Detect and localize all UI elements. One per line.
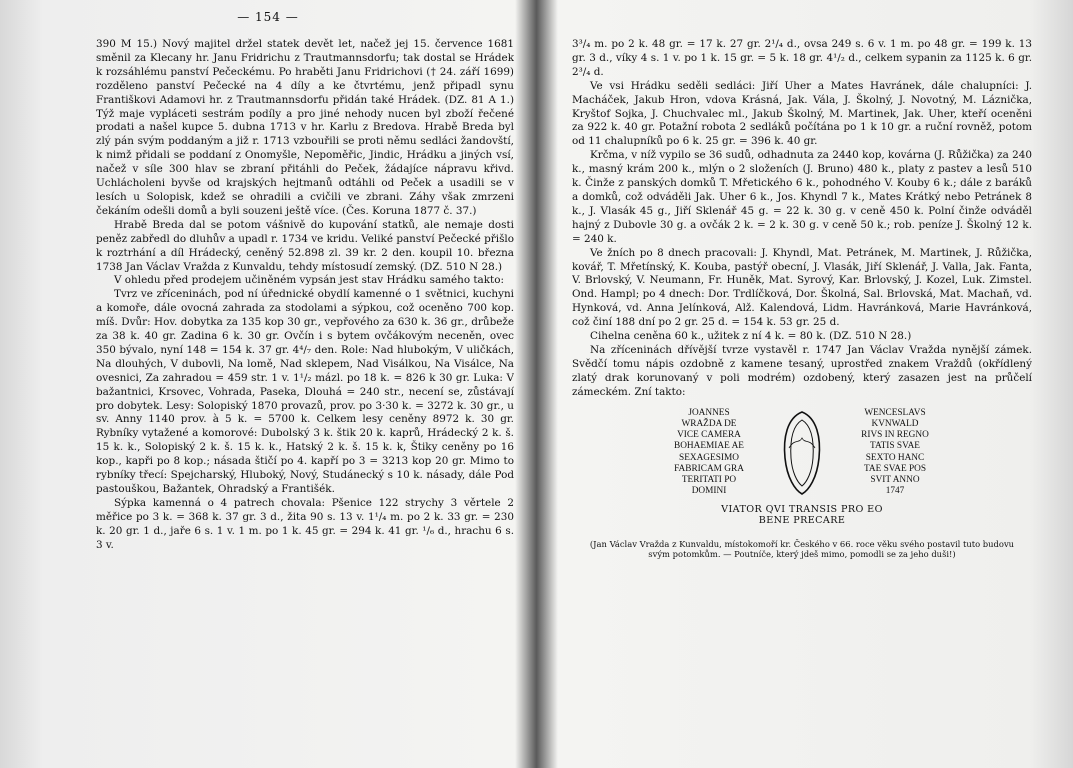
paragraph: Ve žních po 8 dnech pracovali: J. Khyndl, Mat. Petránek, M. Martinek, J. Růžička, kovář, T. Mřetínský, K. Kouba, pastýř obecní, J. Vlasák, Jiří Sklenář, J. Valla, Jak. Fanta, V. Brlovský, V. Neumann, Fr. Huněk, Mat. Syrový, Kar. Brlovský, J. Kozel, Luk. Zimstel. Ond. Hampl; po 4 dnech: Dor. Trdlíčková, Dor. Školná, Sal. Brlovská, Mat. Machaň, vd. Hynková, vd. Anna Jelínková, Alž. Kalendová, Lidm. Havránková, Marie Havránková, což činí 188 dní po 2 gr. 25 d. = 154 k. 53 gr. 25 d. <box>572 246 1032 329</box>
inscription-line: WRAŽDA DE <box>681 418 737 429</box>
inscription-line: RIVS IN REGNO <box>861 430 929 441</box>
inscription-line: DOMINI <box>691 486 727 497</box>
right-page <box>536 0 1072 768</box>
inscription-line: VICE CAMERA <box>677 430 741 441</box>
inscription-block <box>572 408 1032 498</box>
paragraph: V ohledu před prodejem učiněném vypsán jest stav Hrádku samého takto: <box>114 274 504 287</box>
paragraph: 3³/₄ m. po 2 k. 48 gr. = 17 k. 27 gr. 2¹/₄ d., ovsa 249 s. 6 v. 1 m. po 48 gr. = 199 k. 13 gr. 3 d., víky 4 s. 1 v. po 1 k. 15 gr. = 5 k. 18 gr. 4¹/₂ d., celkem sypanin za 1125 k. 6 gr. 2³/₄ d. <box>572 38 1032 78</box>
paragraph: Sýpka kamenná o 4 patrech chovala: Pšenice 122 strychy 3 věrtele 2 měřice po 3 k. = 368 k. 37 gr. 3 d., žita 90 s. 13 v. 1¹/₄ m. po 2 k. 33 gr. = 230 k. 20 gr. 1 d., jaře 6 s. 1 v. 1 m. po 1 k. 45 gr. = 294 k. 41 gr. ¹/₆ d., hrachu 6 s. 3 v. <box>96 496 514 551</box>
left-page-text <box>96 38 514 760</box>
inscription-line: WENCESLAVS <box>864 407 926 418</box>
paragraph: Ve vsi Hrádku seděli sedláci: Jiří Uher a Mates Havránek, dále chalupníci: J. Macháček, Jakub Hron, vdova Krásná, Jak. Vála, J. Školný, J. Novotný, M. Láznička, Kryštof Sojka, J. Chuchvalec ml., Jakub Školný, M. Martinek, Jak. Uher, kteří oceněni za 922 k. 40 gr. Potažní robota 2 sedláků počítána po 1 k 10 gr. a ruční rovněž, potom od 11 chalupníků po 6 k. 25 gr. = 396 k. 40 gr. <box>572 79 1032 148</box>
inscription-line: BOHAEMIAE AE <box>674 441 744 452</box>
inscription-line: SEXTO HANC <box>865 452 925 463</box>
winged-dragon-crest-icon <box>779 408 825 498</box>
inscription-motto <box>572 504 1032 527</box>
paragraph: Hrabě Breda dal se potom vášnivě do kupování statků, ale nemaje dosti peněz zabředl do dluhův a upadl r. 1734 ve kridu. Veliké panství Pečecké přišlo k roztrhání a díl Hrádecký, ceněný 52.898 zl. 39 kr. 2 den. koupil 10. března 1738 Jan Václav Vražda z Kunvaldu, tehdy místosudí zemský. (DZ. 510 N 28.) <box>96 218 514 273</box>
paragraph: Na zříceninách dřívější tvrze vystavěl r. 1747 Jan Václav Vražda nynější zámek. Svědčí tomu nápis ozdobně z kamene tesaný, uprostřed znakem Vraždů (okřídlený zlatý drak korunovaný v poli modrém) ozdobený, který zasazen jest na průčelí zámeckém. Zní takto: <box>572 343 1032 398</box>
inscription-line: TAE SVAE POS <box>863 463 927 474</box>
page-number: — 154 — <box>237 10 299 24</box>
inscription-line: SVIT ANNO <box>870 474 920 485</box>
inscription-line: TERITATI PO <box>681 474 737 485</box>
paragraph: Tvrz ve zříceninách, pod ní úřednické obydlí kamenné o 1 světnici, kuchyni a komoře, dále ovocná zahrada za stodolami a sýpkou, což oceněno 700 kop. míš. Dvůr: Hov. dobytka za 135 kop 30 gr., vepřového za 630 k. 36 gr., drůbeže za 38 k. 40 gr. Zadina 6 k. 30 gr. Ovčín i s bytem ovčákovým neceněn, ovec 350 bývalo, nyní 148 = 154 k. 37 gr. 4⁴/₇ den. Role: Nad hlubokým, V uličkách, Na dlouhých, V dubovli, Na lomě, Nad sklepem, Nad Visálkou, Na Visálce, Na ovesnici, Za zahradou = 459 str. 1 v. 1¹/₂ mázl. po 18 k. = 826 k 30 gr. Luka: V bažantnici, Krsovec, Vohrada, Paseka, Dlouhá = 240 str., necení se, zůstávají pro dobytek. Lesy: Solopiský 1870 provazů, prov. po 3·30 k. = 3272 k. 30 gr., u sv. Anny 1140 prov. à 5 k. = 5700 k. Celkem lesy ceněny 8972 k. 30 gr. Rybníky vytažené a komorové: Dubolský 3 k. štik 20 k. kaprů, Hrádecký 2 k. š. 15 k. k., Solopiský 2 k. š. 15 k. k., Hatský 2 k. š. 15 k. k, Štiky ceněny po 16 kop., kapři po 8 kop.; násada štičí po 4. kapří po 3 = 3213 kop 20 gr. Mimo to rybníky třecí: Spejcharský, Hluboký, Nový, Studánecký s 10 k. násady, dále Pod pastouškou, Bažantek, Ohradský a Františék. <box>96 288 514 495</box>
inscription-left-column <box>649 408 769 498</box>
inscription-line: JOANNES <box>688 407 730 418</box>
left-page <box>0 0 536 768</box>
inscription-line: 1747 <box>885 486 905 497</box>
paragraph: Krčma, v níž vypilo se 36 sudů, odhadnuta za 2440 kop, kovárna (J. Růžička) za 240 k., masný krám 200 k., mlýn o 2 složeních (J. Bruno) 480 k., platy z pastev a lesů 510 k. Činže z panských domků T. Mřetického 6 k., pohodného V. Kouby 6 k.; dále z baráků a domků, což odváděli Jak. Uher 6 k., Jos. Khyndl 7 k., Mates Krátký nebo Petránek 8 k., J. Vlasák 45 g., Jiří Sklenář 45 g. = 22 k. 30 g. v ceně 450 k. Polní činže odváděl hajný z Dubovle 30 g. a ovčák 2 k. = 2 k. 30 g. v ceně 50 k.; rob. peníze J. Školný 12 k. = 240 k. <box>572 149 1032 245</box>
motto-line: VIATOR QVI TRANSIS PRO EO <box>721 503 883 515</box>
inscription-line: KVNWALD <box>871 418 919 429</box>
inscription-line: SEXAGESIMO <box>679 452 739 463</box>
inscription-translation: (Jan Václav Vražda z Kunvaldu, místokomoří kr. Českého v 66. roce věku svého postavil tuto budovu svým potomkům. — Poutníče, který jdeš mimo, pomodli se za jeho duši!) <box>589 538 1015 560</box>
inscription-line: FABRICAM GRA <box>674 463 744 474</box>
inscription-right-column <box>835 408 955 498</box>
right-page-text <box>572 38 1032 760</box>
paragraph: Cihelna ceněna 60 k., užitek z ní 4 k. = 80 k. (DZ. 510 N 28.) <box>590 330 912 343</box>
paragraph: 390 M 15.) Nový majitel držel statek devět let, načež jej 15. července 1681 směnil za Klecany hr. Janu Fridrichu z Trautmannsdorfu; tak dostal se Hrádek k rozsáhlému panství Pečeckému. Po hraběti Janu Fridrichovi († 24. září 1699) rozděleno panství Pečecké na 4 díly a ke čtvrtému, jenž připadl synu Františkovi Adamovi hr. z Trautmannsdorfu přidán také Hrádek. (DZ. 81 A 1.) Týž maje vypláceti sestrám podíly a pro jiné nehody nucen byl zboží řečené prodati a našel kupce 5. dubna 1713 v hr. Karlu z Bredova. Hrabě Breda byl zlý pán svým poddaným a již r. 1713 vzbouřili se proti němu sedláci žandovští, k nimž přidali se poddaní z Onomyšle, Nepoměřic, Jindic, Hrádku a jiných vsí, načež v síle 300 hlav se zbraní přitáhli do Peček, žádajíce nápravu křivd. Uchlácholeni byvše od krajských hejtmanů odtáhli od Peček a usadili se v lesích u Solopisk, kdež se ohradili a cvičili ve zbrani. Záhy však zmrzeni čekáním odešli domů a byli souzeni ještě více. (Čes. Koruna 1877 č. 37.) <box>96 38 514 217</box>
inscription-line: TATIS SVAE <box>870 441 920 452</box>
motto-line: BENE PRECARE <box>758 515 846 527</box>
